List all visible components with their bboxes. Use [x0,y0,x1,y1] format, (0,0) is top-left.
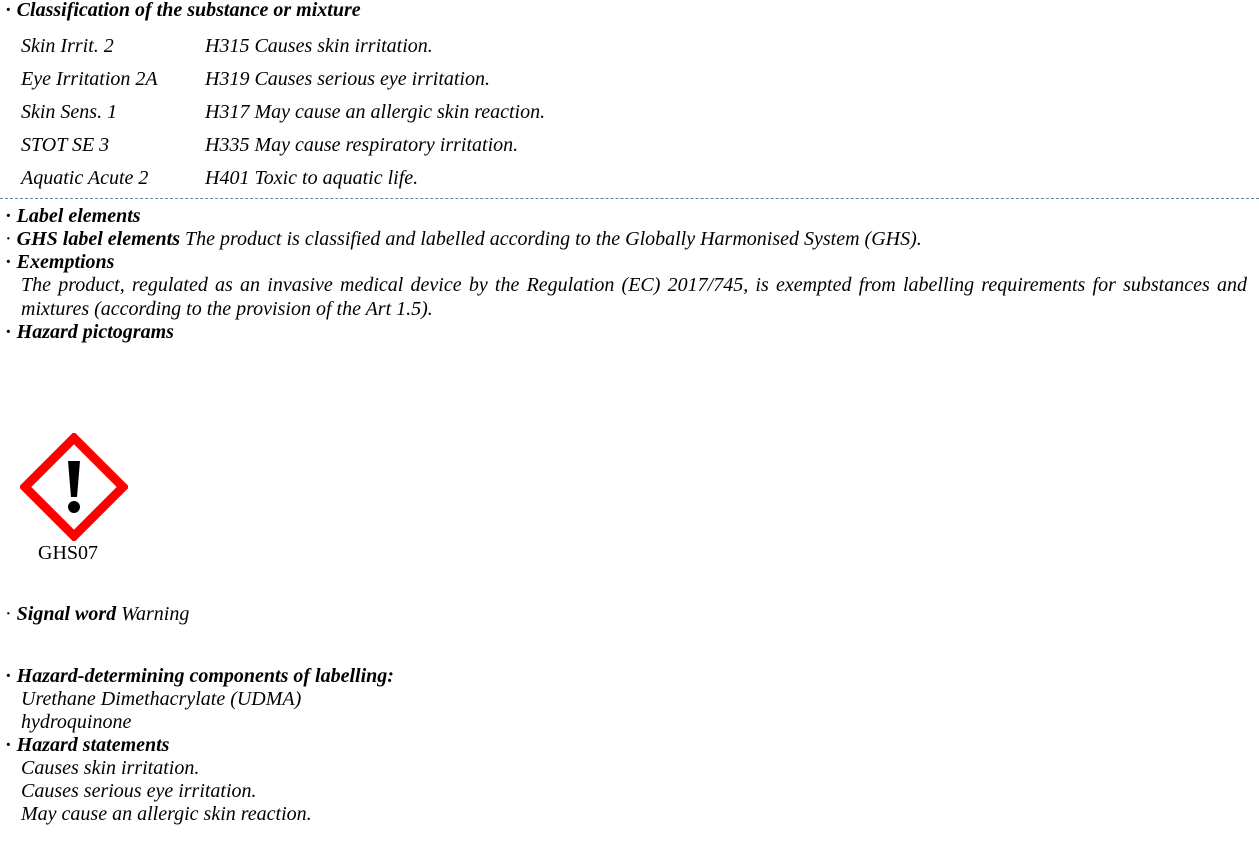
hazard-statement-item: Causes skin irritation. [21,757,200,779]
hazard-statement: H315 Causes skin irritation. [205,35,433,57]
component-item: hydroquinone [21,711,132,733]
component-item: Urethane Dimethacrylate (UDMA) [21,688,302,710]
signal-word-value: Warning [121,603,190,625]
signal-word [5,602,189,626]
hazard-category: Aquatic Acute 2 [21,167,149,189]
hazard-category: Skin Irrit. 2 [21,35,114,57]
bullet: · [5,665,12,687]
hazard-statements-heading: · Hazard statements [5,734,170,756]
classification-heading: · Classification of the substance or mixture [5,0,361,21]
ghs-label-text: The product is classified and labelled according to the Globally Harmonised System (GHS). [185,228,922,250]
bullet: · [5,603,12,625]
components-heading: · Hazard-determining components of labelling: [5,665,394,687]
exemptions-text: The product, regulated as an invasive medical device by the Regulation (EC) 2017/745, is exempted from labelling requirements for substances and mixtures (according to the provision of the Art 1.5). [21,274,1247,320]
exemptions-heading: · Exemptions [5,251,115,273]
pictogram-code: GHS07 [38,542,99,564]
label-elements-heading: · Label elements [5,205,141,227]
exclamation-mark-icon [20,433,128,541]
hazard-statement: H317 May cause an allergic skin reaction. [205,101,546,123]
hazard-category: Skin Sens. 1 [21,101,118,123]
signal-word-heading: Signal word [16,603,117,625]
bullet: · [5,228,12,250]
bullet: · [5,0,12,21]
hazard-category: STOT SE 3 [21,134,110,156]
bullet: · [5,321,12,343]
hazard-statement-item: Causes serious eye irritation. [21,780,257,802]
bullet: · [5,251,12,273]
hazard-category: Eye Irritation 2A [21,68,158,90]
hazard-pictograms-heading: · Hazard pictograms [5,321,174,343]
hazard-statement: H335 May cause respiratory irritation. [205,134,519,156]
bullet: · [5,734,12,756]
section-divider [0,198,1259,199]
ghs-label-heading: GHS label elements [16,228,180,250]
hazard-statement: H319 Causes serious eye irritation. [205,68,490,90]
hazard-statement: H401 Toxic to aquatic life. [205,167,419,189]
ghs-label-elements [5,227,922,251]
hazard-statement-item: May cause an allergic skin reaction. [21,803,312,825]
bullet: · [5,205,12,227]
